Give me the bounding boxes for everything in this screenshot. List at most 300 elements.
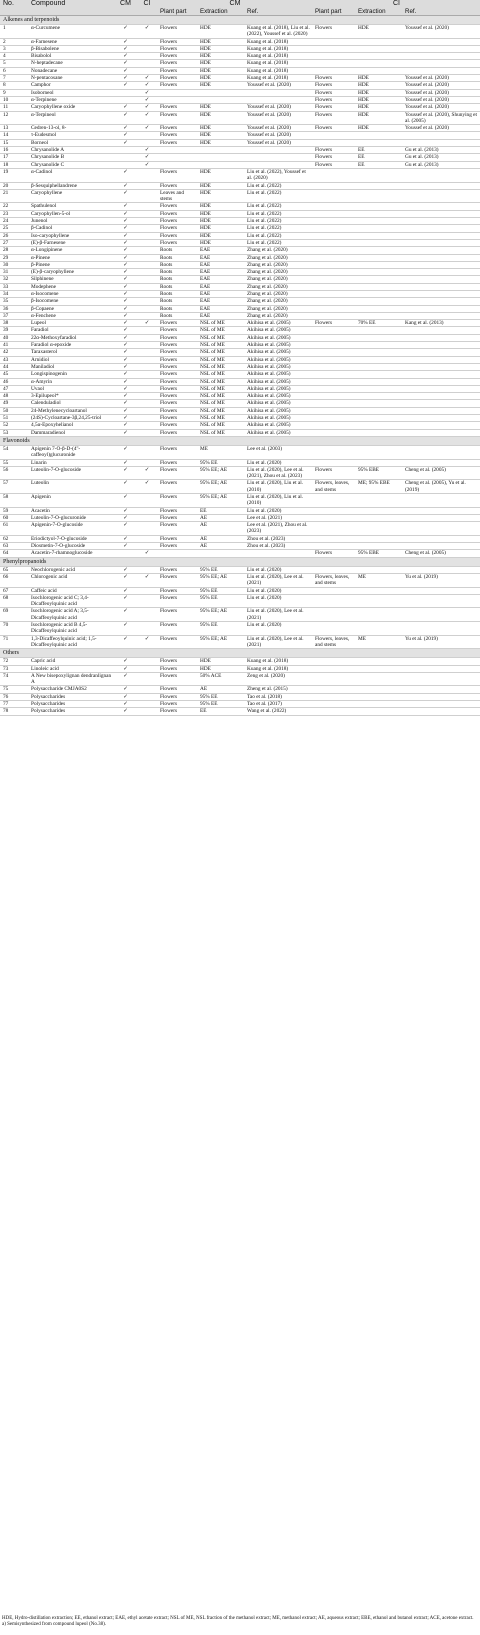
ci-plant-part — [312, 67, 355, 74]
cm-check: ✓ — [114, 45, 136, 52]
ci-reference — [402, 67, 480, 74]
cm-extraction: HDE — [197, 239, 244, 246]
row-number: 63 — [0, 543, 28, 550]
cm-plant-part: Flowers — [157, 104, 197, 111]
cm-plant-part: Flowers — [157, 608, 197, 622]
ci-extraction — [355, 363, 402, 370]
ci-reference — [402, 203, 480, 210]
ci-plant-part — [312, 701, 355, 708]
table-row — [0, 247, 480, 254]
ci-plant-part — [312, 239, 355, 246]
ci-reference — [402, 247, 480, 254]
cm-check: ✓ — [114, 125, 136, 132]
ci-reference: Kang et al. (2013) — [402, 320, 480, 327]
compound-name: Linoleic acid — [28, 665, 114, 672]
cm-check: ✓ — [114, 60, 136, 67]
cm-plant-part — [157, 147, 197, 154]
cm-reference: Liu et al. (2022) — [244, 232, 312, 239]
cm-reference: Akihisa et al. (2005) — [244, 363, 312, 370]
compound-name: α-Farnesene — [28, 38, 114, 45]
compound-name: τ-Eudesmol — [28, 132, 114, 139]
row-number: 41 — [0, 342, 28, 349]
cm-extraction: 95% EE — [197, 566, 244, 573]
table-row — [0, 161, 480, 168]
cm-extraction: EAE — [197, 247, 244, 254]
cm-extraction: HDE — [197, 67, 244, 74]
ci-plant-part — [312, 522, 355, 536]
cm-extraction: EAE — [197, 254, 244, 261]
ci-plant-part — [312, 254, 355, 261]
ci-reference — [402, 622, 480, 636]
ci-extraction — [355, 342, 402, 349]
ci-extraction: HDE — [355, 111, 402, 125]
cm-check: ✓ — [114, 38, 136, 45]
ci-check — [136, 312, 157, 319]
cm-plant-part: Flowers — [157, 75, 197, 82]
ci-check — [136, 349, 157, 356]
cm-reference: Kuang et al. (2018) — [244, 658, 312, 665]
cm-extraction — [197, 161, 244, 168]
table-row — [0, 147, 480, 154]
row-number: 72 — [0, 658, 28, 665]
row-number: 33 — [0, 283, 28, 290]
ci-check: ✓ — [136, 75, 157, 82]
ci-check — [136, 218, 157, 225]
cm-check: ✓ — [114, 400, 136, 407]
ci-plant-part: Flowers — [312, 75, 355, 82]
row-number: 9 — [0, 89, 28, 96]
compound-name: β-Copaene — [28, 305, 114, 312]
ci-plant-part — [312, 247, 355, 254]
cm-extraction: AE — [197, 514, 244, 521]
ci-plant-part — [312, 378, 355, 385]
ci-plant-part: Flowers, leaves, and stems — [312, 573, 355, 587]
ci-plant-part — [312, 203, 355, 210]
ci-check — [136, 334, 157, 341]
ci-plant-part — [312, 400, 355, 407]
table-row — [0, 635, 480, 649]
compound-name: Acacetin-7-rhamnoglucoside — [28, 550, 114, 557]
ci-extraction — [355, 38, 402, 45]
cm-extraction: HDE — [197, 182, 244, 189]
ci-check: ✓ — [136, 550, 157, 557]
cm-plant-part: Flowers — [157, 225, 197, 232]
table-row — [0, 276, 480, 283]
cm-reference: Kuang et al. (2018) — [244, 38, 312, 45]
ci-extraction — [355, 594, 402, 608]
ci-reference — [402, 312, 480, 319]
row-number: 7 — [0, 75, 28, 82]
cm-check: ✓ — [114, 522, 136, 536]
ci-check — [136, 422, 157, 429]
ci-extraction — [355, 261, 402, 268]
table-row — [0, 67, 480, 74]
table-row — [0, 269, 480, 276]
cm-plant-part: Flowers — [157, 407, 197, 414]
compound-name: α-Cadinol — [28, 168, 114, 182]
compound-name: 1,3-Dicaffeoylquinic acid; 1,5-Dicaffeoylquinic acid — [28, 635, 114, 649]
cm-check: ✓ — [114, 693, 136, 700]
ci-extraction — [355, 168, 402, 182]
cm-plant-part: Roots — [157, 269, 197, 276]
ci-plant-part — [312, 334, 355, 341]
cm-plant-part — [157, 161, 197, 168]
cm-plant-part: Flowers — [157, 672, 197, 686]
ci-reference — [402, 608, 480, 622]
cm-reference: Akihisa et al. (2005) — [244, 334, 312, 341]
ci-extraction — [355, 327, 402, 334]
ci-plant-part — [312, 393, 355, 400]
ci-reference — [402, 232, 480, 239]
ci-reference — [402, 514, 480, 521]
ci-check — [136, 139, 157, 146]
ci-extraction — [355, 429, 402, 436]
cm-plant-part: Flowers — [157, 363, 197, 370]
cm-extraction: ME — [197, 445, 244, 459]
row-number: 75 — [0, 686, 28, 693]
row-number: 24 — [0, 218, 28, 225]
compound-name: 24-Methylenecycloartanol — [28, 407, 114, 414]
compound-name: A New bisepoxylignan dendranlignan A — [28, 672, 114, 686]
ci-reference — [402, 422, 480, 429]
compound-name: β-Bisabolene — [28, 45, 114, 52]
ci-extraction: HDE — [355, 82, 402, 89]
cm-extraction: NSL of ME — [197, 415, 244, 422]
ci-check — [136, 239, 157, 246]
cm-check — [114, 550, 136, 557]
cm-extraction — [197, 147, 244, 154]
ci-check: ✓ — [136, 125, 157, 132]
row-number: 53 — [0, 429, 28, 436]
ci-reference — [402, 298, 480, 305]
cm-extraction: AE — [197, 543, 244, 550]
ci-extraction — [355, 334, 402, 341]
ci-reference — [402, 210, 480, 217]
ci-plant-part — [312, 218, 355, 225]
compound-name: Polysaccharides — [28, 708, 114, 715]
ci-reference — [402, 168, 480, 182]
cm-extraction: NSL of ME — [197, 356, 244, 363]
ci-check — [136, 665, 157, 672]
ci-plant-part — [312, 407, 355, 414]
compound-name: Uvaol — [28, 385, 114, 392]
ci-plant-part: Flowers — [312, 161, 355, 168]
row-number: 73 — [0, 665, 28, 672]
cm-extraction: 95% EE; AE — [197, 494, 244, 508]
row-number: 27 — [0, 239, 28, 246]
compound-name: Luteolin — [28, 480, 114, 494]
ci-check — [136, 658, 157, 665]
cm-plant-part: Flowers — [157, 445, 197, 459]
ci-extraction — [355, 494, 402, 508]
cm-extraction: 95% EE; AE — [197, 573, 244, 587]
row-number: 52 — [0, 422, 28, 429]
cm-reference: Youssef et al. (2020) — [244, 104, 312, 111]
table-row — [0, 422, 480, 429]
row-number: 12 — [0, 111, 28, 125]
section-header-row — [0, 436, 480, 445]
cm-check: ✓ — [114, 254, 136, 261]
header-cm-ref: Ref. — [244, 8, 312, 16]
cm-extraction: AE — [197, 535, 244, 542]
ci-check — [136, 132, 157, 139]
ci-check — [136, 342, 157, 349]
cm-extraction: AE — [197, 686, 244, 693]
cm-check: ✓ — [114, 312, 136, 319]
ci-reference — [402, 415, 480, 422]
compound-name: Calenduladiol — [28, 400, 114, 407]
ci-extraction — [355, 132, 402, 139]
cm-reference: Zhang et al. (2020) — [244, 290, 312, 297]
cm-plant-part: Flowers — [157, 239, 197, 246]
row-number: 54 — [0, 445, 28, 459]
ci-extraction — [355, 290, 402, 297]
header-ci-group: CI — [312, 0, 480, 8]
ci-reference — [402, 507, 480, 514]
cm-plant-part: Flowers — [157, 415, 197, 422]
table-row — [0, 608, 480, 622]
compound-name: Chrysanolide A — [28, 147, 114, 154]
cm-reference: Kuang et al. (2018) — [244, 53, 312, 60]
cm-reference: Liu et al. (2022) — [244, 239, 312, 246]
table-row — [0, 514, 480, 521]
cm-reference: Lee et al. (2021), Zhou et al. (2023) — [244, 522, 312, 536]
table-row — [0, 82, 480, 89]
ci-reference — [402, 407, 480, 414]
ci-check: ✓ — [136, 480, 157, 494]
cm-plant-part: Flowers — [157, 327, 197, 334]
table-row — [0, 189, 480, 203]
ci-reference — [402, 239, 480, 246]
table-row — [0, 672, 480, 686]
cm-check: ✓ — [114, 535, 136, 542]
cm-extraction: HDE — [197, 658, 244, 665]
ci-extraction — [355, 218, 402, 225]
table-row — [0, 535, 480, 542]
compound-name: α-Terpinene — [28, 96, 114, 103]
ci-reference — [402, 290, 480, 297]
cm-reference: Zhang et al. (2020) — [244, 298, 312, 305]
compound-name: α-Curcumene — [28, 25, 114, 39]
row-number: 39 — [0, 327, 28, 334]
cm-reference: Akihisa et al. (2005) — [244, 349, 312, 356]
ci-plant-part: Flowers — [312, 25, 355, 39]
cm-check: ✓ — [114, 139, 136, 146]
ci-check — [136, 587, 157, 594]
compound-name: Acacetin — [28, 507, 114, 514]
cm-reference: Kuang et al. (2018) — [244, 60, 312, 67]
cm-extraction: HDE — [197, 232, 244, 239]
ci-check — [136, 45, 157, 52]
compound-name: N-pentacosane — [28, 75, 114, 82]
cm-plant-part: Flowers — [157, 334, 197, 341]
cm-reference: Zhang et al. (2020) — [244, 261, 312, 268]
cm-plant-part: Flowers — [157, 168, 197, 182]
row-number: 60 — [0, 514, 28, 521]
ci-plant-part — [312, 429, 355, 436]
ci-extraction — [355, 459, 402, 466]
cm-reference: Liu et al. (2020), Lee et al. (2021) — [244, 608, 312, 622]
ci-extraction: ME — [355, 635, 402, 649]
ci-check — [136, 522, 157, 536]
ci-extraction — [355, 407, 402, 414]
cm-plant-part: Roots — [157, 290, 197, 297]
ci-check — [136, 400, 157, 407]
ci-extraction: EE — [355, 147, 402, 154]
cm-reference: Akihisa et al. (2005) — [244, 385, 312, 392]
cm-check: ✓ — [114, 371, 136, 378]
row-number: 50 — [0, 407, 28, 414]
ci-reference — [402, 283, 480, 290]
compound-name: Faradiol — [28, 327, 114, 334]
ci-check — [136, 393, 157, 400]
ci-extraction — [355, 60, 402, 67]
row-number: 74 — [0, 672, 28, 686]
row-number: 20 — [0, 182, 28, 189]
ci-plant-part — [312, 608, 355, 622]
cm-plant-part: Flowers — [157, 658, 197, 665]
compound-name: Polysaccharides — [28, 701, 114, 708]
cm-check: ✓ — [114, 407, 136, 414]
table-row — [0, 708, 480, 715]
cm-reference: Zhou et al. (2023) — [244, 535, 312, 542]
cm-plant-part: Flowers — [157, 67, 197, 74]
ci-extraction — [355, 283, 402, 290]
cm-check: ✓ — [114, 261, 136, 268]
header-row-sub — [0, 8, 480, 16]
compound-name: Taraxasterol — [28, 349, 114, 356]
ci-check — [136, 269, 157, 276]
compound-name: Diosmetin-7-O-glucoside — [28, 543, 114, 550]
ci-plant-part — [312, 422, 355, 429]
compound-name: α-Fenchene — [28, 312, 114, 319]
row-number: 44 — [0, 363, 28, 370]
ci-extraction: HDE — [355, 125, 402, 132]
cm-extraction: HDE — [197, 25, 244, 39]
ci-extraction: HDE — [355, 104, 402, 111]
compound-name: α-Pinene — [28, 254, 114, 261]
cm-check: ✓ — [114, 53, 136, 60]
ci-reference: Gu et al. (2013) — [402, 161, 480, 168]
cm-extraction: 95% EE — [197, 693, 244, 700]
cm-extraction: 95% EE — [197, 459, 244, 466]
cm-plant-part: Flowers — [157, 543, 197, 550]
cm-plant-part: Leaves and stems — [157, 189, 197, 203]
ci-reference — [402, 400, 480, 407]
cm-check: ✓ — [114, 25, 136, 39]
table-row — [0, 686, 480, 693]
ci-reference: Cheng et al. (2005), Yu et al. (2019) — [402, 480, 480, 494]
compound-name: Chrysanolide C — [28, 161, 114, 168]
cm-check: ✓ — [114, 363, 136, 370]
table-row — [0, 125, 480, 132]
row-number: 23 — [0, 210, 28, 217]
cm-extraction: HDE — [197, 225, 244, 232]
row-number: 18 — [0, 161, 28, 168]
ci-check — [136, 385, 157, 392]
ci-plant-part: Flowers — [312, 111, 355, 125]
cm-reference: Zhang et al. (2020) — [244, 283, 312, 290]
row-number: 58 — [0, 494, 28, 508]
ci-plant-part — [312, 305, 355, 312]
ci-check — [136, 363, 157, 370]
ci-check — [136, 182, 157, 189]
ci-reference — [402, 139, 480, 146]
cm-plant-part: Flowers — [157, 701, 197, 708]
ci-check — [136, 283, 157, 290]
table-row — [0, 587, 480, 594]
row-number: 3 — [0, 45, 28, 52]
ci-plant-part — [312, 459, 355, 466]
row-number: 35 — [0, 298, 28, 305]
ci-reference — [402, 60, 480, 67]
cm-check: ✓ — [114, 82, 136, 89]
cm-check: ✓ — [114, 239, 136, 246]
ci-check — [136, 225, 157, 232]
cm-check: ✓ — [114, 587, 136, 594]
cm-reference: Liu et al. (2020), Lee et al. (2021) — [244, 635, 312, 649]
cm-extraction: HDE — [197, 38, 244, 45]
cm-reference: Zhang et al. (2020) — [244, 247, 312, 254]
cm-plant-part: Flowers — [157, 507, 197, 514]
ci-extraction — [355, 693, 402, 700]
ci-extraction — [355, 239, 402, 246]
ci-plant-part — [312, 356, 355, 363]
table-row — [0, 312, 480, 319]
cm-reference: Liu et al. (2022), Youssef et al. (2020) — [244, 168, 312, 182]
table-row — [0, 622, 480, 636]
ci-plant-part — [312, 415, 355, 422]
ci-check — [136, 203, 157, 210]
ci-plant-part — [312, 327, 355, 334]
cm-plant-part: Flowers — [157, 38, 197, 45]
row-number: 22 — [0, 203, 28, 210]
ci-reference — [402, 385, 480, 392]
ci-plant-part — [312, 686, 355, 693]
row-number: 48 — [0, 393, 28, 400]
ci-plant-part — [312, 45, 355, 52]
table-row — [0, 203, 480, 210]
ci-check — [136, 445, 157, 459]
cm-check: ✓ — [114, 356, 136, 363]
cm-extraction: HDE — [197, 60, 244, 67]
header-ci-ref: Ref. — [402, 8, 480, 16]
table-row — [0, 543, 480, 550]
cm-plant-part: Roots — [157, 312, 197, 319]
ci-plant-part — [312, 132, 355, 139]
cm-reference: Lee et al. (2003) — [244, 445, 312, 459]
compound-name: Caryophyllene — [28, 189, 114, 203]
ci-extraction — [355, 622, 402, 636]
ci-check: ✓ — [136, 635, 157, 649]
ci-extraction — [355, 349, 402, 356]
ci-plant-part — [312, 298, 355, 305]
cm-reference: Kuang et al. (2018) — [244, 45, 312, 52]
cm-extraction: HDE — [197, 125, 244, 132]
cm-check: ✓ — [114, 543, 136, 550]
cm-check: ✓ — [114, 686, 136, 693]
cm-plant-part: Flowers — [157, 139, 197, 146]
cm-plant-part: Flowers — [157, 356, 197, 363]
compound-name: 4,5α-Epoxyhelianol — [28, 422, 114, 429]
ci-reference — [402, 371, 480, 378]
table-row — [0, 60, 480, 67]
ci-check — [136, 407, 157, 414]
cm-extraction: NSL of ME — [197, 327, 244, 334]
cm-extraction — [197, 550, 244, 557]
cm-check: ✓ — [114, 566, 136, 573]
cm-extraction: 95% EE; AE — [197, 480, 244, 494]
